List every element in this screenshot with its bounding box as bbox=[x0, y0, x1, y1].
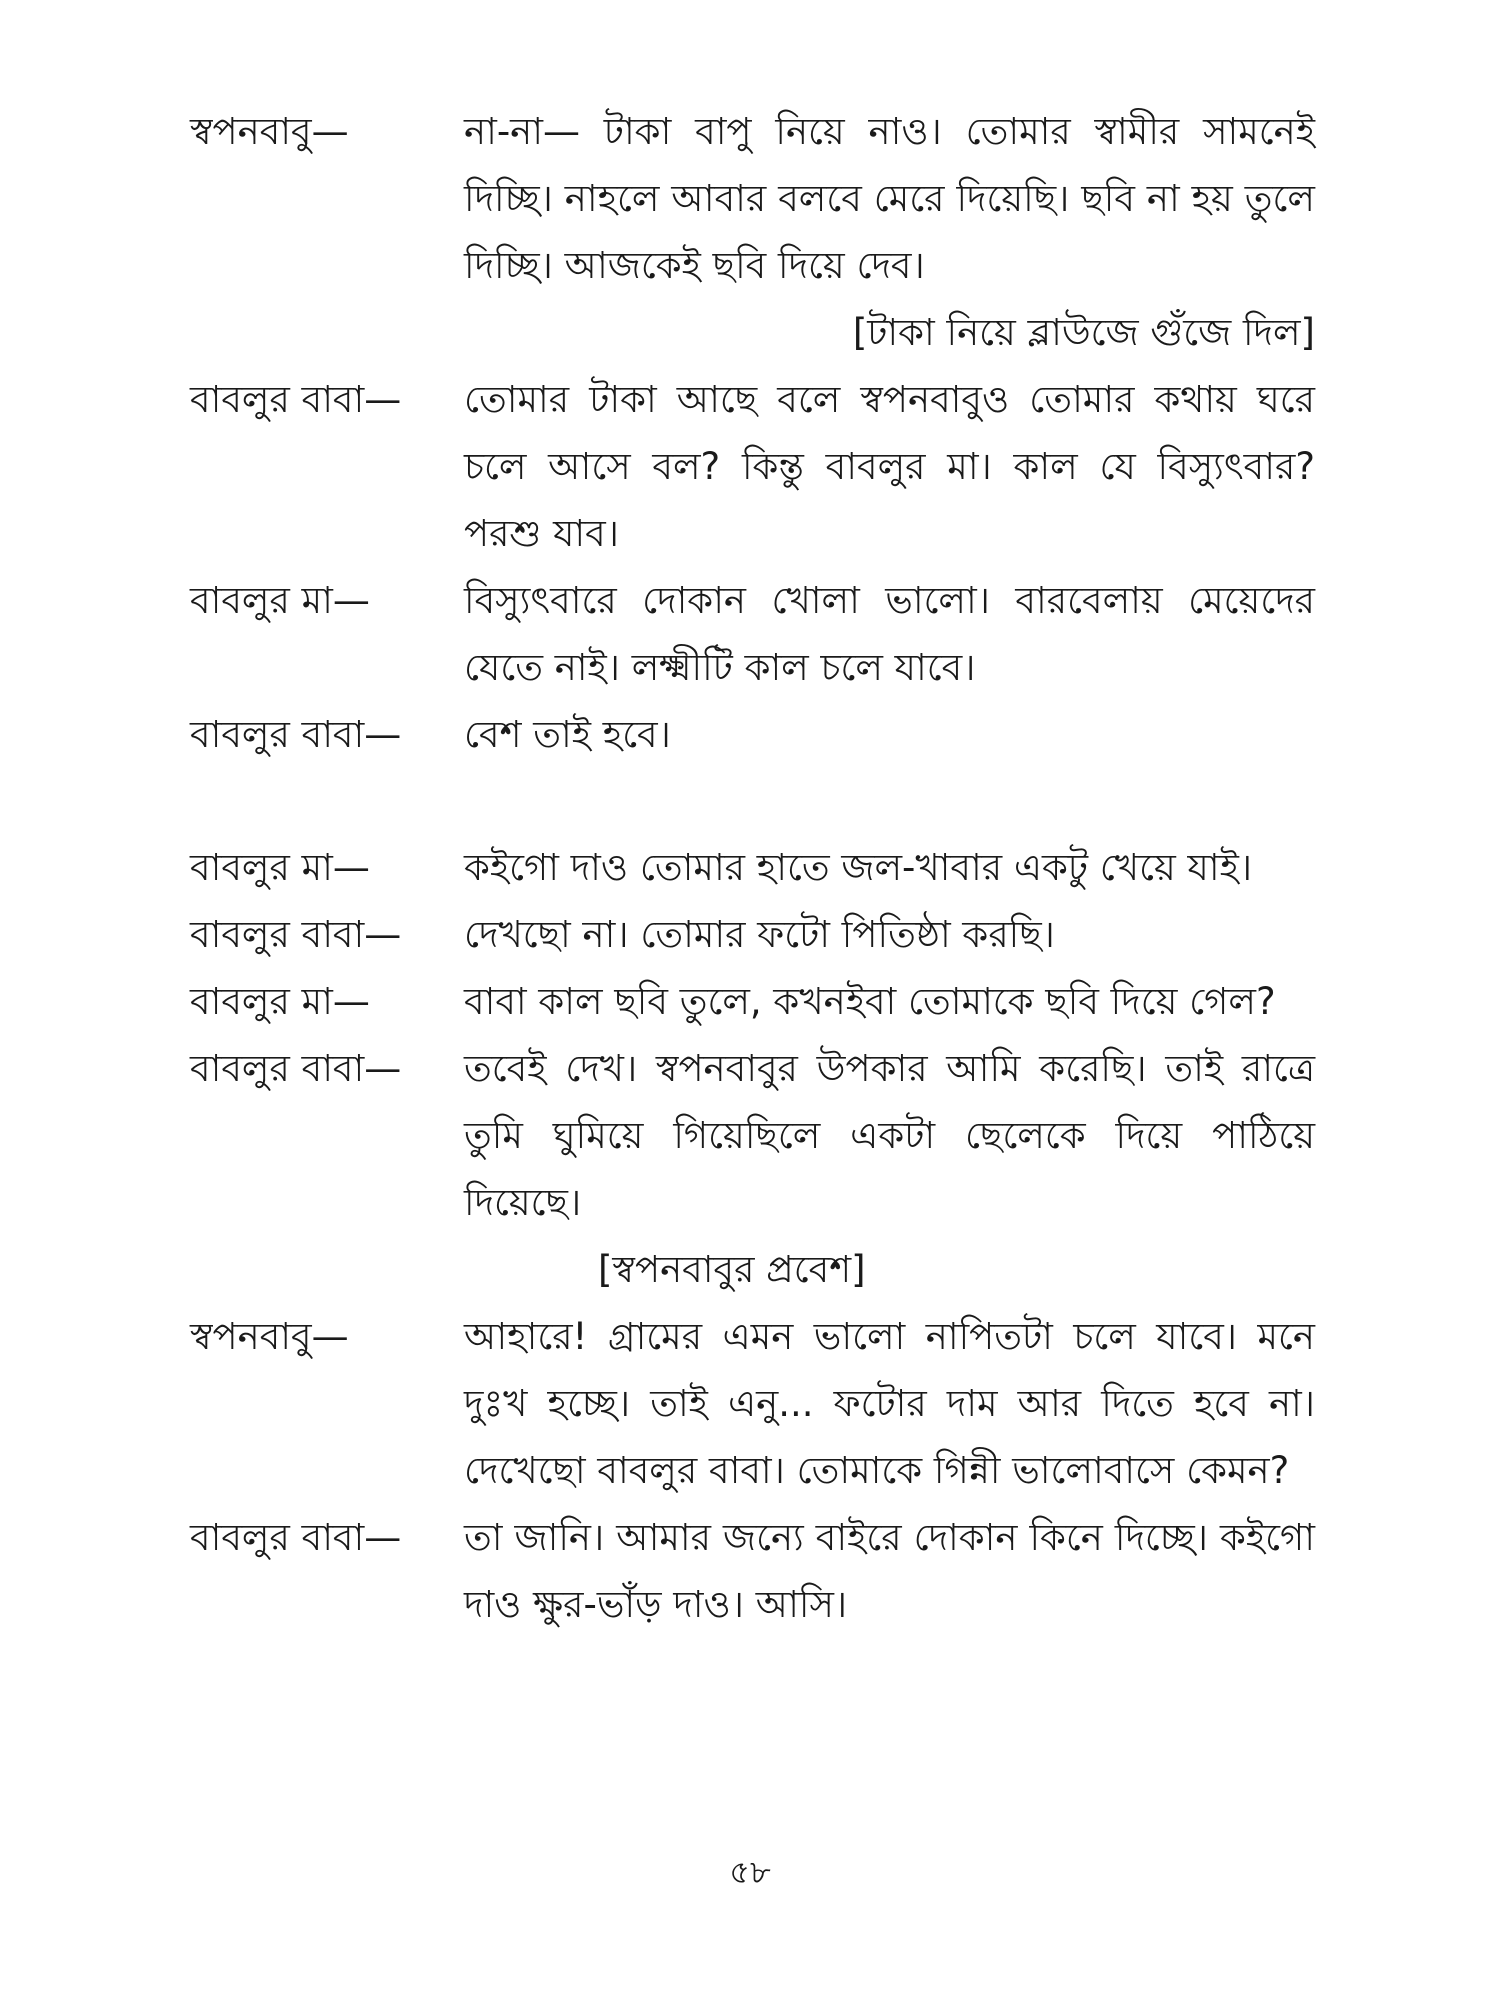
speaker-name: স্বপনবাবু— bbox=[190, 110, 349, 153]
dialogue-entry bbox=[190, 98, 1315, 299]
speech-text: বিস্যুৎবারে দোকান খোলা ভালো। বারবেলায় মেয়েদের যেতে নাই। লক্ষ্মীটি কাল চলে যাবে। bbox=[464, 579, 1315, 689]
speaker-name: বাবলুর বাবা— bbox=[190, 378, 402, 421]
speech-text: না-না— টাকা বাপু নিয়ে নাও। তোমার স্বামীর সামনেই দিচ্ছি। নাহলে আবার বলবে মেরে দিয়েছি। ছবি না হয় তুলে দিচ্ছি। আজকেই ছবি দিয়ে দেব। bbox=[464, 110, 1315, 287]
dialogue-entry bbox=[190, 366, 1315, 567]
play-dialogue bbox=[190, 98, 1315, 1638]
speaker-name: বাবলুর বাবা— bbox=[190, 713, 402, 756]
dialogue-entry bbox=[190, 901, 1315, 968]
speech-text: আহারে! গ্রামের এমন ভালো নাপিতটা চলে যাবে। মনে দুঃখ হচ্ছে। তাই এনু... ফটোর দাম আর দিতে হবে না। দেখেছো বাবলুর বাবা। তোমাকে গিন্নী ভালোবাসে কেমন? bbox=[464, 1315, 1315, 1492]
speaker-name: বাবলুর মা— bbox=[190, 980, 370, 1023]
stage-direction: [স্বপনবাবুর প্রবেশ] bbox=[598, 1248, 866, 1291]
dialogue-entry bbox=[190, 567, 1315, 701]
dialogue-entry bbox=[190, 1504, 1315, 1638]
speaker-name: বাবলুর বাবা— bbox=[190, 1047, 402, 1090]
speaker-name: বাবলুর মা— bbox=[190, 579, 370, 622]
speech-text: তবেই দেখ। স্বপনবাবুর উপকার আমি করেছি। তাই রাত্রে তুমি ঘুমিয়ে গিয়েছিলে একটা ছেলেকে দিয়ে পাঠিয়ে দিয়েছে। bbox=[464, 1047, 1315, 1224]
speech-text: বেশ তাই হবে। bbox=[464, 713, 671, 756]
speaker-name: বাবলুর মা— bbox=[190, 846, 370, 889]
speech-text: বাবা কাল ছবি তুলে, কখনইবা তোমাকে ছবি দিয়ে গেল? bbox=[464, 980, 1276, 1023]
speaker-name: বাবলুর বাবা— bbox=[190, 1516, 402, 1559]
dialogue-entry bbox=[190, 968, 1315, 1035]
speech-text: তোমার টাকা আছে বলে স্বপনবাবুও তোমার কথায় ঘরে চলে আসে বল? কিন্তু বাবলুর মা। কাল যে বিস্যুৎবার? পরশু যাব। bbox=[464, 378, 1315, 555]
section-gap bbox=[190, 768, 1315, 834]
speaker-name: বাবলুর বাবা— bbox=[190, 913, 402, 956]
dialogue-entry bbox=[190, 1303, 1315, 1504]
speech-text: দেখছো না। তোমার ফটো পিতিষ্ঠা করছি। bbox=[464, 913, 1055, 956]
speech-text: তা জানি। আমার জন্যে বাইরে দোকান কিনে দিচ্ছে। কইগো দাও ক্ষুর-ভাঁড় দাও। আসি। bbox=[464, 1516, 1315, 1626]
speech-text: কইগো দাও তোমার হাতে জল-খাবার একটু খেয়ে যাই। bbox=[464, 846, 1253, 889]
stage-direction: [টাকা নিয়ে ব্লাউজে গুঁজে দিল] bbox=[852, 311, 1315, 354]
speaker-name: স্বপনবাবু— bbox=[190, 1315, 349, 1358]
dialogue-entry bbox=[190, 1035, 1315, 1236]
page-number: ৫৮ bbox=[729, 1853, 771, 1891]
dialogue-entry bbox=[190, 701, 1315, 768]
dialogue-entry bbox=[190, 834, 1315, 901]
